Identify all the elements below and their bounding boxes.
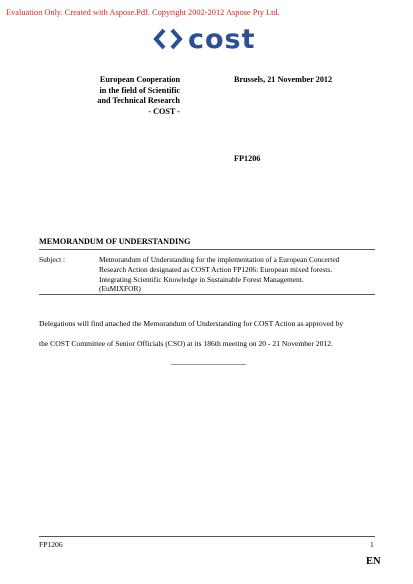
org-line: in the field of Scientific: [99, 85, 180, 95]
body-line: Delegations will find attached the Memorandum of Understanding for COST Action as approved by: [39, 319, 344, 328]
organization-name: [60, 75, 180, 117]
cost-logo: [152, 26, 276, 52]
subject-line: Integrating Scientific Knowledge in Sustainable Forest Management.: [99, 274, 304, 284]
org-line: - COST -: [148, 106, 180, 116]
end-divider: [171, 364, 246, 365]
subject-line: Memorandum of Understanding for the implementation of a European Concerted: [99, 255, 340, 264]
subject-line: Research Action designated as COST Action FP1206: European mixed forests.: [99, 264, 333, 274]
body-paragraph: [39, 314, 379, 354]
cost-logo-icon: [156, 30, 180, 48]
watermark-text: Evaluation Only. Created with Aspose.Pdf. Copyright 2002-2012 Aspose Pty Ltd.: [6, 8, 280, 17]
document-reference: FP1206: [234, 154, 261, 163]
org-line: and Technical Research: [97, 96, 180, 106]
footer-divider: [39, 536, 375, 537]
subject-line: (EuMIXFOR): [99, 284, 141, 294]
subject-text: [99, 255, 379, 294]
body-line: the COST Committee of Senior Officials (CSO) at its 186th meeting on 20 - 21 November 2012.: [39, 339, 333, 348]
subject-label: Subject :: [39, 255, 66, 264]
place-date: Brussels, 21 November 2012: [234, 75, 333, 84]
org-line: European Cooperation: [99, 75, 180, 84]
cost-logo-wordmark: cost: [188, 26, 256, 52]
memo-title: MEMORANDUM OF UNDERSTANDING: [39, 237, 191, 246]
page-number: 1: [370, 540, 374, 549]
title-divider: [39, 249, 375, 250]
footer-document-reference: FP1206: [39, 540, 63, 549]
language-code: EN: [366, 556, 381, 567]
subject-divider: [39, 294, 375, 295]
